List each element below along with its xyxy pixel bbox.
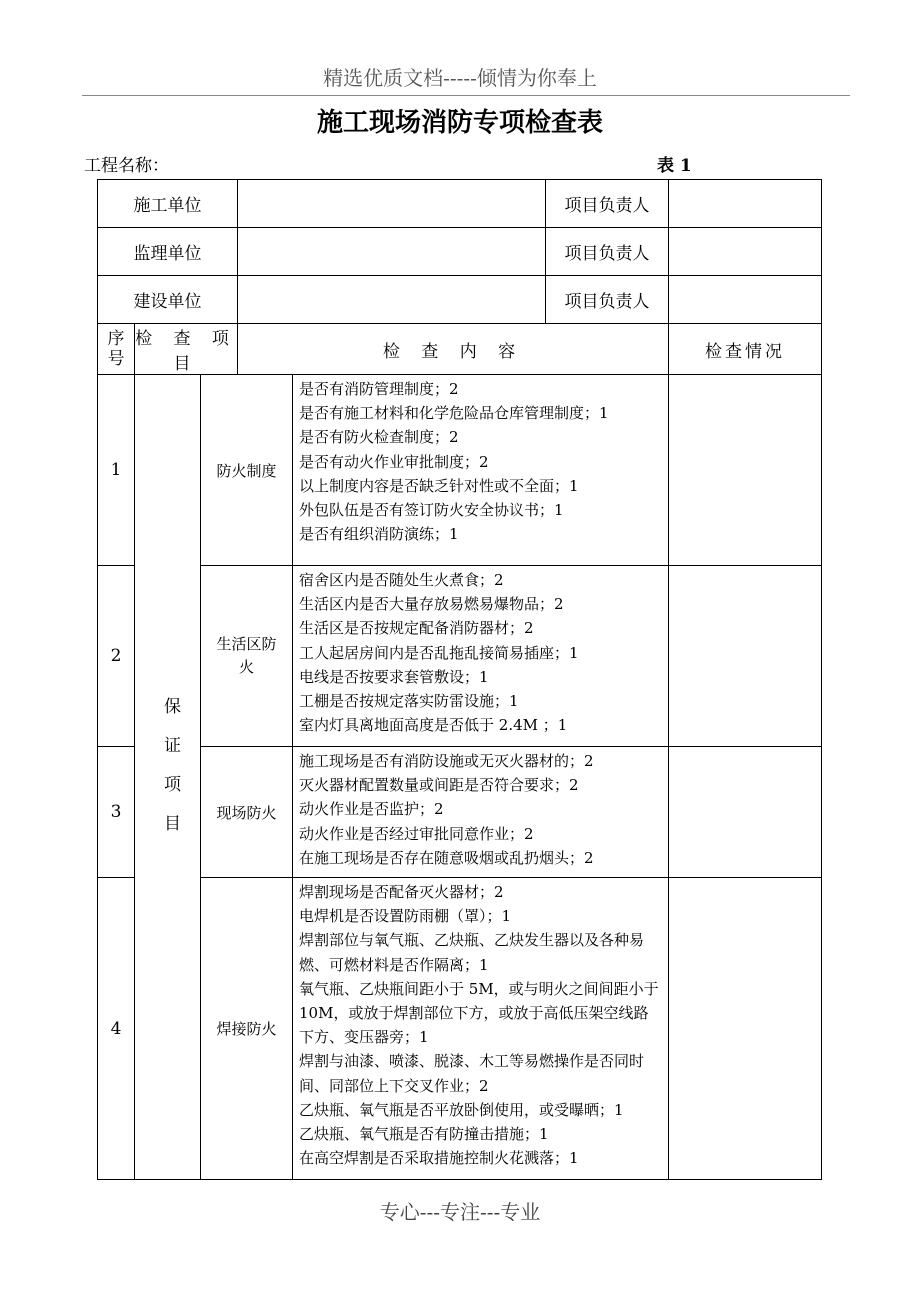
row-content [293, 747, 669, 878]
content-line: 是否有消防管理制度；2 [299, 380, 459, 398]
inspection-table [97, 179, 822, 1180]
unit-label: 施工单位 [98, 180, 238, 228]
unit-value-cell[interactable] [238, 228, 546, 276]
info-row [98, 180, 822, 228]
status-header: 检查情况 [669, 324, 822, 375]
content-line: 焊割现场是否配备灭火器材；2 [299, 883, 504, 901]
category-label: 保证项目 [160, 696, 180, 853]
content-line: 室内灯具离地面高度是否低于 2.4M ；1 [299, 716, 568, 735]
row-content [293, 566, 669, 747]
info-row [98, 276, 822, 324]
row-status-cell[interactable] [669, 375, 822, 566]
table-row [98, 375, 822, 566]
item-header: 检 查 项 目 [135, 324, 238, 375]
row-item-name: 生活区防火 [201, 566, 293, 747]
content-line: 工棚是否按规定落实防雷设施；1 [299, 692, 519, 711]
row-item-name: 现场防火 [201, 747, 293, 878]
content-line: 施工现场是否有消防设施或无灭火器材的；2 [299, 752, 594, 770]
row-content [293, 375, 669, 566]
person-value-cell[interactable] [669, 276, 822, 324]
person-label: 项目负责人 [546, 228, 669, 276]
content-line: 外包队伍是否有签订防火安全协议书；1 [299, 501, 564, 520]
document-title: 施工现场消防专项检查表 [316, 108, 603, 138]
content-line: 工人起居房间内是否乱拖乱接简易插座；1 [299, 643, 579, 662]
row-item-name: 防火制度 [201, 375, 293, 566]
page-footer: 专心---专注---专业 [379, 1200, 541, 1224]
row-item-name: 焊接防火 [201, 878, 293, 1180]
unit-label: 建设单位 [98, 276, 238, 324]
unit-value-cell[interactable] [238, 180, 546, 228]
seq-header: 序号 [98, 324, 135, 375]
row-content [293, 878, 669, 1180]
person-value-cell[interactable] [669, 228, 822, 276]
row-seq: 2 [98, 566, 135, 747]
content-line: 以上制度内容是否缺乏针对性或不全面；1 [299, 476, 579, 495]
content-line: 动火作业是否监护；2 [299, 800, 444, 819]
content-line: 氧气瓶、乙炔瓶间距小于 5M，或与明火之间间距小于 10M，或放于焊割部位下方，或放于高低压架空线路下方、变压器旁；1 [299, 979, 659, 1047]
table-row [98, 878, 822, 1180]
content-line: 宿舍区内是否随处生火煮食；2 [299, 571, 504, 589]
content-line: 动火作业是否经过审批同意作业；2 [299, 824, 534, 843]
row-status-cell[interactable] [669, 878, 822, 1180]
person-value-cell[interactable] [669, 180, 822, 228]
content-line: 是否有组织消防演练；1 [299, 525, 459, 544]
content-line: 焊割与油漆、喷漆、脱漆、木工等易燃操作是否同时间、同部位上下交叉作业；2 [299, 1052, 645, 1095]
content-header: 检 查 内 容 [238, 324, 669, 375]
content-line: 是否有动火作业审批制度；2 [299, 452, 489, 471]
unit-label: 监理单位 [98, 228, 238, 276]
page-header: 精选优质文档-----倾情为你奉上 [323, 66, 597, 90]
content-line: 电线是否按要求套管敷设；1 [299, 667, 489, 686]
content-line: 是否有防火检查制度；2 [299, 428, 459, 447]
content-line: 乙炔瓶、氧气瓶是否有防撞击措施；1 [299, 1125, 549, 1144]
table-row [98, 566, 822, 747]
column-header-row [98, 324, 822, 375]
info-row [98, 228, 822, 276]
row-status-cell[interactable] [669, 566, 822, 747]
row-seq: 3 [98, 747, 135, 878]
content-line: 在高空焊割是否采取措施控制火花溅落；1 [299, 1149, 579, 1168]
content-line: 在施工现场是否存在随意吸烟或乱扔烟头；2 [299, 848, 594, 867]
content-line: 是否有施工材料和化学危险品仓库管理制度；1 [299, 404, 609, 423]
project-name-label: 工程名称： [84, 156, 169, 176]
header-divider [82, 95, 850, 96]
row-seq: 4 [98, 878, 135, 1180]
content-line: 电焊机是否设置防雨棚（罩）；1 [299, 907, 512, 926]
category-cell [135, 375, 201, 1180]
content-line: 焊割部位与氧气瓶、乙炔瓶、乙炔发生器以及各种易燃、可燃材料是否作隔离；1 [299, 931, 645, 974]
content-line: 生活区是否按规定配备消防器材；2 [299, 619, 534, 638]
row-status-cell[interactable] [669, 747, 822, 878]
table-number: 表 1 [657, 156, 692, 176]
table-row [98, 747, 822, 878]
content-line: 乙炔瓶、氧气瓶是否平放卧倒使用，或受曝晒；1 [299, 1100, 624, 1119]
unit-value-cell[interactable] [238, 276, 546, 324]
row-seq: 1 [98, 375, 135, 566]
person-label: 项目负责人 [546, 276, 669, 324]
person-label: 项目负责人 [546, 180, 669, 228]
content-line: 生活区内是否大量存放易燃易爆物品；2 [299, 595, 564, 614]
content-line: 灭火器材配置数量或间距是否符合要求；2 [299, 776, 579, 795]
